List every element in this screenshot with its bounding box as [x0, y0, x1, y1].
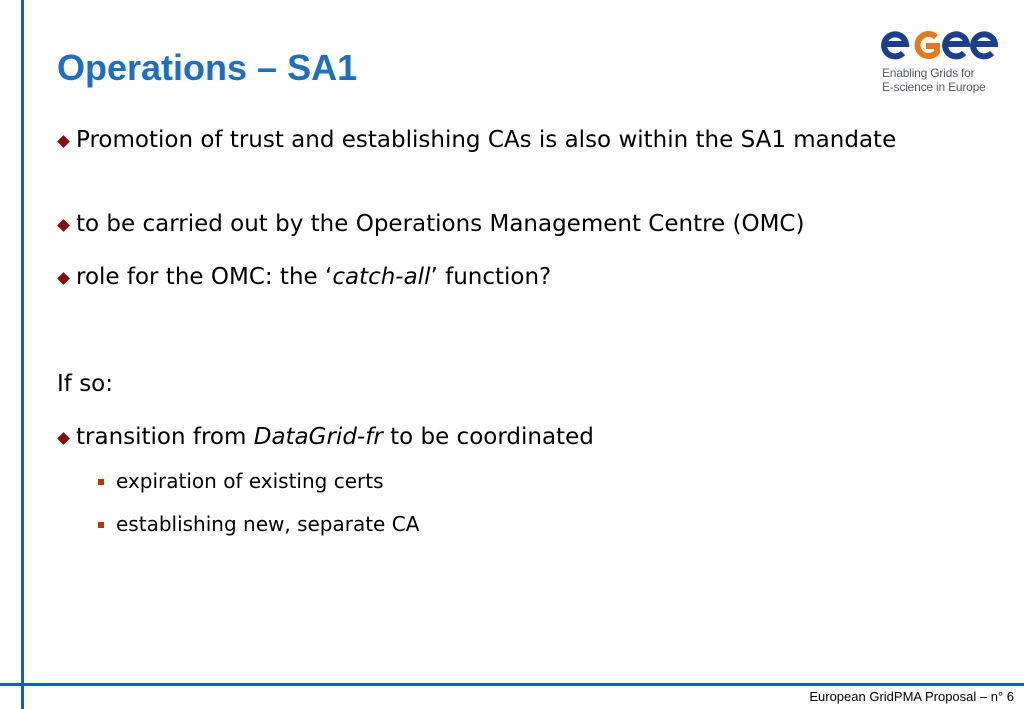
footer-text: European GridPMA Proposal – n° 6 [809, 689, 1014, 704]
egee-logo [880, 26, 998, 98]
bullet-text [57, 262, 957, 293]
footer-horizontal-rule [0, 683, 1024, 686]
bullet-text-prefix: role for the OMC: the ‘ [76, 264, 333, 290]
datagrid-fr-emphasis: DataGrid-fr [253, 424, 383, 450]
egee-logo-icon [880, 26, 998, 66]
sub-bullet-item [97, 510, 957, 538]
sub-bullet-text: establishing new, separate CA [116, 512, 420, 536]
square-bullet-icon [98, 479, 104, 485]
logo-tagline-line1: Enabling Grids for [882, 66, 975, 80]
logo-tagline-line2: E-science in Europe [882, 80, 986, 94]
sub-bullet-text: expiration of existing certs [116, 469, 384, 493]
bullet-text-suffix: ’ function? [430, 264, 552, 290]
bullet-item [57, 209, 957, 240]
bullet-text [57, 422, 957, 453]
bullet-item [57, 125, 957, 156]
sub-bullet-item [97, 467, 957, 495]
bullet-item [57, 262, 957, 293]
square-bullet-icon [98, 522, 104, 528]
left-vertical-rule [21, 0, 24, 709]
catch-all-emphasis: catch-all [332, 264, 431, 290]
bullet-text: Promotion of trust and establishing CAs is also within the SA1 mandate [76, 127, 897, 153]
bullet-item [57, 422, 957, 453]
transition-prefix: transition from [76, 424, 254, 450]
slide-title: Operations – SA1 [57, 47, 358, 88]
transition-suffix: to be coordinated [382, 424, 594, 450]
if-so-label: If so: [57, 371, 113, 397]
bullet-text: to be carried out by the Operations Management Centre (OMC) [76, 211, 805, 237]
